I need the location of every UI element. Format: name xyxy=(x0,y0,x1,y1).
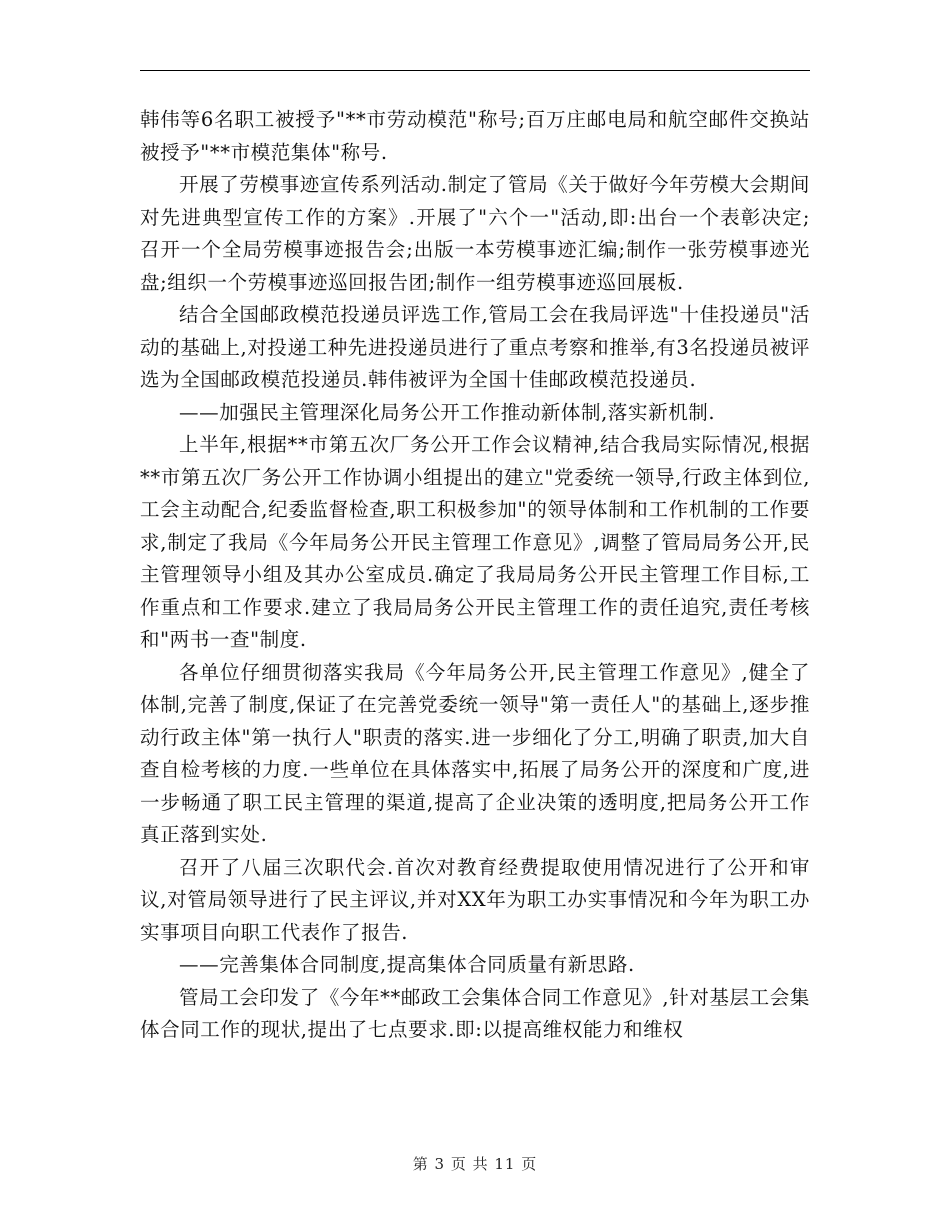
page-number-footer: 第 3 页 共 11 页 xyxy=(412,1155,538,1173)
section-heading-democratic-management: ——加强民主管理深化局务公开工作推动新体制,落实新机制. xyxy=(179,400,716,424)
paragraph-3: 结合全国邮政模范投递员评选工作,管局工会在我局评选"十佳投递员"活动的基础上,对投递工种先进投递员进行了重点考察和推举,有3名投递员被评选为全国邮政模范投递员.韩伟被评为全国十佳邮政模范投递员. xyxy=(140,303,810,391)
paragraph-5: 上半年,根据**市第五次厂务公开工作会议精神,结合我局实际情况,根据**市第五次厂务公开工作协调小组提出的建立"党委统一领导,行政主体到位,工会主动配合,纪委监督检查,职工积极参加"的领导体制和工作机制的工作要求,制定了我局《今年局务公开民主管理工作意见》,调整了管局局务公开,民主管理领导小组及其办公室成员.确定了我局局务公开民主管理工作目标,工作重点和工作要求.建立了我局局务公开民主管理工作的责任追究,责任考核和"两书一查"制度. xyxy=(140,433,810,651)
paragraph-7: 召开了八届三次职代会.首次对教育经费提取使用情况进行了公开和审议,对管局领导进行了民主评议,并对XX年为职工办实事情况和今年为职工办实事项目向职工代表作了报告. xyxy=(140,855,810,944)
paragraph-9: 管局工会印发了《今年**邮政工会集体合同工作意见》,针对基层工会集体合同工作的现状,提出了七点要求.即:以提高维权能力和维权 xyxy=(140,985,810,1041)
section-heading-collective-contract: ——完善集体合同制度,提高集体合同质量有新思路. xyxy=(179,953,635,976)
paragraph-1: 韩伟等6名职工被授予"**市劳动模范"称号;百万庄邮电局和航空邮件交换站被授予"**市模范集体"称号. xyxy=(140,108,810,164)
paragraph-6: 各单位仔细贯彻落实我局《今年局务公开,民主管理工作意见》,健全了体制,完善了制度,保证了在完善党委统一领导"第一责任人"的基础上,逐步推动行政主体"第一执行人"职责的落实.进一步细化了分工,明确了职责,加大自查自检考核的力度.一些单位在具体落实中,拓展了局务公开的深度和广度,进一步畅通了职工民主管理的渠道,提高了企业决策的透明度,把局务公开工作真正落到实处. xyxy=(140,660,810,846)
header-rule xyxy=(140,70,810,71)
document-body xyxy=(140,104,810,1047)
paragraph-2: 开展了劳模事迹宣传系列活动.制定了管局《关于做好今年劳模大会期间对先进典型宣传工作的方案》.开展了"六个一"活动,即:出台一个表彰决定;召开一个全局劳模事迹报告会;出版一本劳模事迹汇编;制作一张劳模事迹光盘;组织一个劳模事迹巡回报告团;制作一组劳模事迹巡回展板. xyxy=(140,173,810,294)
